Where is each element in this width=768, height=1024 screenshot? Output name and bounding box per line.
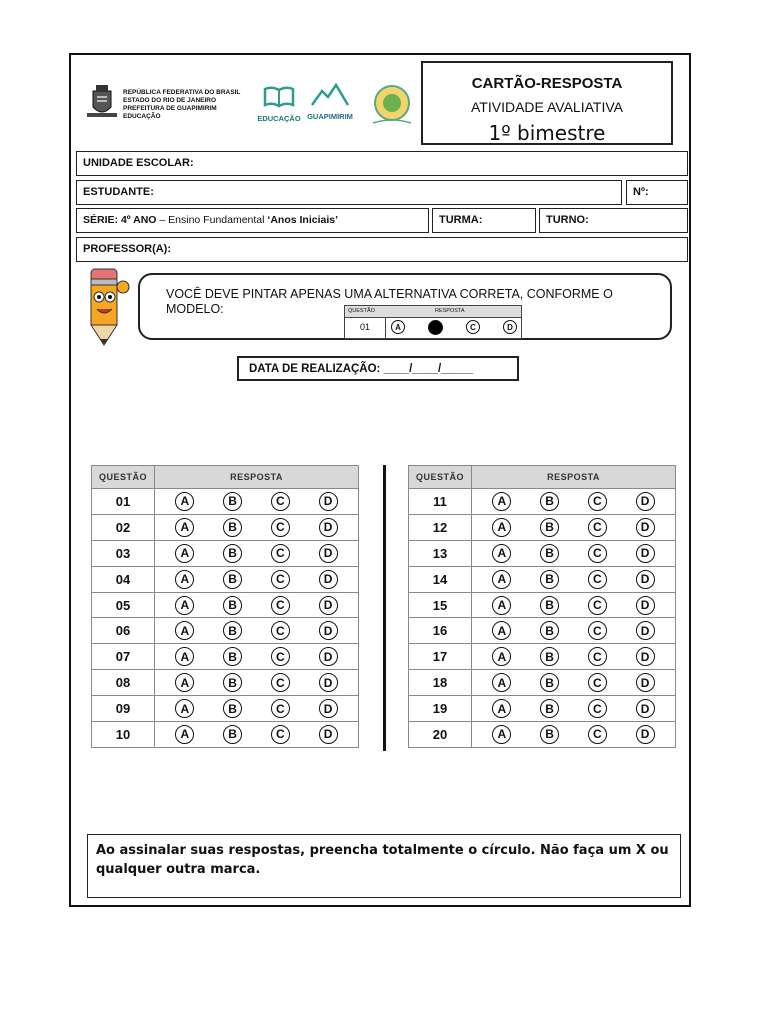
book-icon bbox=[262, 85, 296, 109]
answer-row bbox=[409, 618, 676, 644]
teacher-field[interactable] bbox=[76, 237, 688, 262]
answer-row bbox=[92, 696, 359, 722]
option-bubble-c[interactable]: C bbox=[588, 570, 607, 589]
option-bubble-c[interactable]: C bbox=[588, 647, 607, 666]
option-bubble-b[interactable]: B bbox=[223, 699, 242, 718]
pencil-mascot-icon bbox=[79, 265, 135, 347]
option-bubble-c[interactable]: C bbox=[588, 725, 607, 744]
option-bubble-c[interactable]: C bbox=[271, 570, 290, 589]
option-bubble-b[interactable]: B bbox=[223, 492, 242, 511]
option-bubble-a[interactable]: A bbox=[175, 518, 194, 537]
question-number: 05 bbox=[92, 592, 155, 618]
question-number: 12 bbox=[409, 514, 472, 540]
option-bubble-a[interactable]: A bbox=[492, 596, 511, 615]
model-header-question: QUESTÃO bbox=[348, 308, 375, 314]
date-label: DATA DE REALIZAÇÃO: ____/____/_____ bbox=[249, 363, 474, 375]
answer-options bbox=[155, 514, 359, 540]
option-bubble-d[interactable]: D bbox=[636, 492, 655, 511]
sheet-subtitle: ATIVIDADE AVALIATIVA bbox=[471, 99, 623, 115]
col-answer: RESPOSTA bbox=[155, 466, 359, 489]
model-option-d: D bbox=[503, 320, 517, 334]
option-bubble-d[interactable]: D bbox=[636, 699, 655, 718]
option-bubble-a[interactable]: A bbox=[175, 570, 194, 589]
government-header bbox=[123, 89, 240, 121]
option-bubble-d[interactable]: D bbox=[636, 725, 655, 744]
option-bubble-b[interactable]: B bbox=[540, 596, 559, 615]
option-bubble-d[interactable]: D bbox=[319, 570, 338, 589]
model-options bbox=[391, 320, 517, 335]
option-bubble-a[interactable]: A bbox=[175, 492, 194, 511]
option-bubble-a[interactable]: A bbox=[492, 518, 511, 537]
model-option-c: C bbox=[466, 320, 480, 334]
student-label: ESTUDANTE: bbox=[83, 186, 154, 198]
answer-options bbox=[155, 566, 359, 592]
answer-row bbox=[92, 540, 359, 566]
option-bubble-c[interactable]: C bbox=[271, 621, 290, 640]
question-number: 16 bbox=[409, 618, 472, 644]
teacher-label: PROFESSOR(A): bbox=[83, 243, 171, 255]
question-number: 03 bbox=[92, 540, 155, 566]
question-number: 07 bbox=[92, 644, 155, 670]
option-bubble-c[interactable]: C bbox=[271, 544, 290, 563]
instruction-note bbox=[87, 834, 681, 898]
option-bubble-d[interactable]: D bbox=[319, 725, 338, 744]
question-number: 09 bbox=[92, 696, 155, 722]
option-bubble-c[interactable]: C bbox=[271, 699, 290, 718]
grade-detail: – Ensino Fundamental bbox=[159, 214, 265, 226]
answer-row bbox=[92, 566, 359, 592]
option-bubble-a[interactable]: A bbox=[492, 725, 511, 744]
grade-quote: ‘Anos Iniciais’ bbox=[267, 214, 339, 226]
answer-options bbox=[155, 644, 359, 670]
model-option-a: A bbox=[391, 320, 405, 334]
answer-row bbox=[409, 696, 676, 722]
instruction-bubble bbox=[138, 273, 672, 340]
option-bubble-b[interactable]: B bbox=[540, 647, 559, 666]
coat-of-arms-icon bbox=[85, 83, 119, 121]
model-option-filled bbox=[428, 320, 443, 335]
option-bubble-c[interactable]: C bbox=[588, 596, 607, 615]
option-bubble-c[interactable]: C bbox=[271, 725, 290, 744]
question-number: 08 bbox=[92, 670, 155, 696]
option-bubble-d[interactable]: D bbox=[319, 596, 338, 615]
option-bubble-b[interactable]: B bbox=[540, 673, 559, 692]
instruction-text: VOCÊ DEVE PINTAR APENAS UMA ALTERNATIVA CORRETA, CONFORME O MODELO: bbox=[166, 287, 613, 316]
option-bubble-a[interactable]: A bbox=[175, 544, 194, 563]
option-bubble-d[interactable]: D bbox=[636, 518, 655, 537]
answer-options bbox=[472, 514, 676, 540]
number-field[interactable] bbox=[626, 180, 688, 205]
option-bubble-c[interactable]: C bbox=[588, 492, 607, 511]
answer-row bbox=[409, 592, 676, 618]
option-bubble-d[interactable]: D bbox=[636, 544, 655, 563]
gov-line: EDUCAÇÃO bbox=[123, 113, 161, 120]
option-bubble-d[interactable]: D bbox=[319, 492, 338, 511]
title-box bbox=[421, 61, 673, 145]
option-bubble-b[interactable]: B bbox=[223, 673, 242, 692]
option-bubble-c[interactable]: C bbox=[588, 621, 607, 640]
option-bubble-c[interactable]: C bbox=[271, 647, 290, 666]
option-bubble-d[interactable]: D bbox=[636, 596, 655, 615]
col-question: QUESTÃO bbox=[92, 466, 155, 489]
option-bubble-b[interactable]: B bbox=[223, 725, 242, 744]
option-bubble-d[interactable]: D bbox=[319, 647, 338, 666]
col-question: QUESTÃO bbox=[409, 466, 472, 489]
answer-row bbox=[409, 566, 676, 592]
education-logo-text: EDUCAÇÃO bbox=[257, 114, 301, 123]
option-bubble-c[interactable]: C bbox=[271, 596, 290, 615]
option-bubble-c[interactable]: C bbox=[271, 673, 290, 692]
option-bubble-b[interactable]: B bbox=[223, 544, 242, 563]
grade-label: SÉRIE: bbox=[83, 214, 119, 226]
option-bubble-d[interactable]: D bbox=[636, 570, 655, 589]
option-bubble-a[interactable]: A bbox=[492, 492, 511, 511]
option-bubble-c[interactable]: C bbox=[271, 492, 290, 511]
option-bubble-d[interactable]: D bbox=[636, 621, 655, 640]
sheet-title: CARTÃO-RESPOSTA bbox=[471, 75, 623, 92]
number-label: Nº: bbox=[633, 186, 649, 198]
answer-row bbox=[409, 514, 676, 540]
school-label: UNIDADE ESCOLAR: bbox=[83, 157, 194, 169]
question-number: 02 bbox=[92, 514, 155, 540]
question-number: 01 bbox=[92, 489, 155, 515]
class-field[interactable] bbox=[432, 208, 536, 233]
option-bubble-b[interactable]: B bbox=[223, 570, 242, 589]
option-bubble-a[interactable]: A bbox=[492, 621, 511, 640]
answer-row bbox=[92, 618, 359, 644]
option-bubble-c[interactable]: C bbox=[588, 518, 607, 537]
answer-options bbox=[155, 540, 359, 566]
option-bubble-a[interactable]: A bbox=[492, 544, 511, 563]
answer-options bbox=[472, 696, 676, 722]
option-bubble-c[interactable]: C bbox=[271, 518, 290, 537]
shift-label: TURNO: bbox=[546, 214, 589, 226]
question-number: 13 bbox=[409, 540, 472, 566]
question-number: 11 bbox=[409, 489, 472, 515]
question-number: 20 bbox=[409, 722, 472, 748]
student-field[interactable] bbox=[76, 180, 622, 205]
question-number: 15 bbox=[409, 592, 472, 618]
answer-row bbox=[92, 514, 359, 540]
question-number: 14 bbox=[409, 566, 472, 592]
school-field[interactable] bbox=[76, 151, 688, 176]
grade-value: 4º ANO bbox=[120, 214, 157, 226]
option-bubble-a[interactable]: A bbox=[492, 699, 511, 718]
education-logo bbox=[257, 85, 301, 127]
question-number: 06 bbox=[92, 618, 155, 644]
answer-options bbox=[472, 592, 676, 618]
answer-sheet bbox=[69, 53, 691, 907]
question-number: 17 bbox=[409, 644, 472, 670]
option-bubble-a[interactable]: A bbox=[492, 647, 511, 666]
grade-field bbox=[76, 208, 429, 233]
answer-row bbox=[409, 644, 676, 670]
answer-options bbox=[472, 670, 676, 696]
option-bubble-b[interactable]: B bbox=[223, 647, 242, 666]
option-bubble-b[interactable]: B bbox=[223, 596, 242, 615]
grade-text bbox=[83, 214, 338, 226]
answer-row bbox=[92, 722, 359, 748]
question-number: 18 bbox=[409, 670, 472, 696]
answer-model bbox=[344, 305, 522, 339]
option-bubble-a[interactable]: A bbox=[492, 673, 511, 692]
question-number: 19 bbox=[409, 696, 472, 722]
option-bubble-d[interactable]: D bbox=[319, 544, 338, 563]
mountain-icon bbox=[310, 83, 350, 107]
answer-options bbox=[155, 722, 359, 748]
option-bubble-d[interactable]: D bbox=[319, 699, 338, 718]
option-bubble-b[interactable]: B bbox=[223, 621, 242, 640]
option-bubble-a[interactable]: A bbox=[175, 596, 194, 615]
answer-row bbox=[409, 489, 676, 515]
answer-options bbox=[155, 696, 359, 722]
option-bubble-d[interactable]: D bbox=[319, 621, 338, 640]
shift-field[interactable] bbox=[539, 208, 688, 233]
gov-line: ESTADO DO RIO DE JANEIRO bbox=[123, 97, 217, 104]
answer-options bbox=[472, 540, 676, 566]
sheet-period: 1º bimestre bbox=[488, 121, 606, 145]
option-bubble-a[interactable]: A bbox=[175, 725, 194, 744]
answer-options bbox=[155, 592, 359, 618]
answer-row bbox=[409, 722, 676, 748]
option-bubble-b[interactable]: B bbox=[540, 699, 559, 718]
grid-separator bbox=[383, 465, 386, 751]
city-logo bbox=[303, 83, 357, 127]
option-bubble-d[interactable]: D bbox=[636, 673, 655, 692]
option-bubble-a[interactable]: A bbox=[175, 699, 194, 718]
answer-options bbox=[472, 644, 676, 670]
note-text: Ao assinalar suas respostas, preencha totalmente o círculo. Não faça um X ou qualquer outra marca. bbox=[96, 843, 669, 877]
date-field[interactable] bbox=[237, 356, 519, 381]
question-number: 10 bbox=[92, 722, 155, 748]
option-bubble-b[interactable]: B bbox=[540, 518, 559, 537]
answer-grid-left bbox=[91, 465, 359, 748]
city-logo-text: GUAPIMIRIM bbox=[307, 112, 353, 121]
option-bubble-d[interactable]: D bbox=[636, 647, 655, 666]
col-answer: RESPOSTA bbox=[472, 466, 676, 489]
option-bubble-b[interactable]: B bbox=[223, 518, 242, 537]
answer-options bbox=[472, 489, 676, 515]
option-bubble-b[interactable]: B bbox=[540, 492, 559, 511]
option-bubble-c[interactable]: C bbox=[588, 699, 607, 718]
answer-row bbox=[409, 670, 676, 696]
question-number: 04 bbox=[92, 566, 155, 592]
answer-grid-right bbox=[408, 465, 676, 748]
answer-options bbox=[472, 566, 676, 592]
answer-row bbox=[92, 670, 359, 696]
option-bubble-b[interactable]: B bbox=[540, 725, 559, 744]
answer-options bbox=[155, 670, 359, 696]
answer-options bbox=[472, 618, 676, 644]
option-bubble-c[interactable]: C bbox=[588, 544, 607, 563]
model-header-answer: RESPOSTA bbox=[435, 308, 465, 314]
option-bubble-c[interactable]: C bbox=[588, 673, 607, 692]
option-bubble-d[interactable]: D bbox=[319, 673, 338, 692]
class-label: TURMA: bbox=[439, 214, 483, 226]
answer-row bbox=[92, 644, 359, 670]
option-bubble-a[interactable]: A bbox=[175, 673, 194, 692]
option-bubble-b[interactable]: B bbox=[540, 544, 559, 563]
option-bubble-b[interactable]: B bbox=[540, 570, 559, 589]
answer-row bbox=[409, 540, 676, 566]
option-bubble-a[interactable]: A bbox=[175, 647, 194, 666]
option-bubble-a[interactable]: A bbox=[175, 621, 194, 640]
option-bubble-d[interactable]: D bbox=[319, 518, 338, 537]
gov-line: PREFEITURA DE GUAPIMIRIM bbox=[123, 105, 217, 112]
school-seal-icon bbox=[363, 81, 421, 129]
answer-row bbox=[92, 489, 359, 515]
model-number: 01 bbox=[345, 317, 386, 338]
answer-options bbox=[155, 489, 359, 515]
option-bubble-b[interactable]: B bbox=[540, 621, 559, 640]
answer-row bbox=[92, 592, 359, 618]
option-bubble-a[interactable]: A bbox=[492, 570, 511, 589]
answer-options bbox=[155, 618, 359, 644]
answer-options bbox=[472, 722, 676, 748]
gov-line: REPÚBLICA FEDERATIVA DO BRASIL bbox=[123, 89, 241, 96]
